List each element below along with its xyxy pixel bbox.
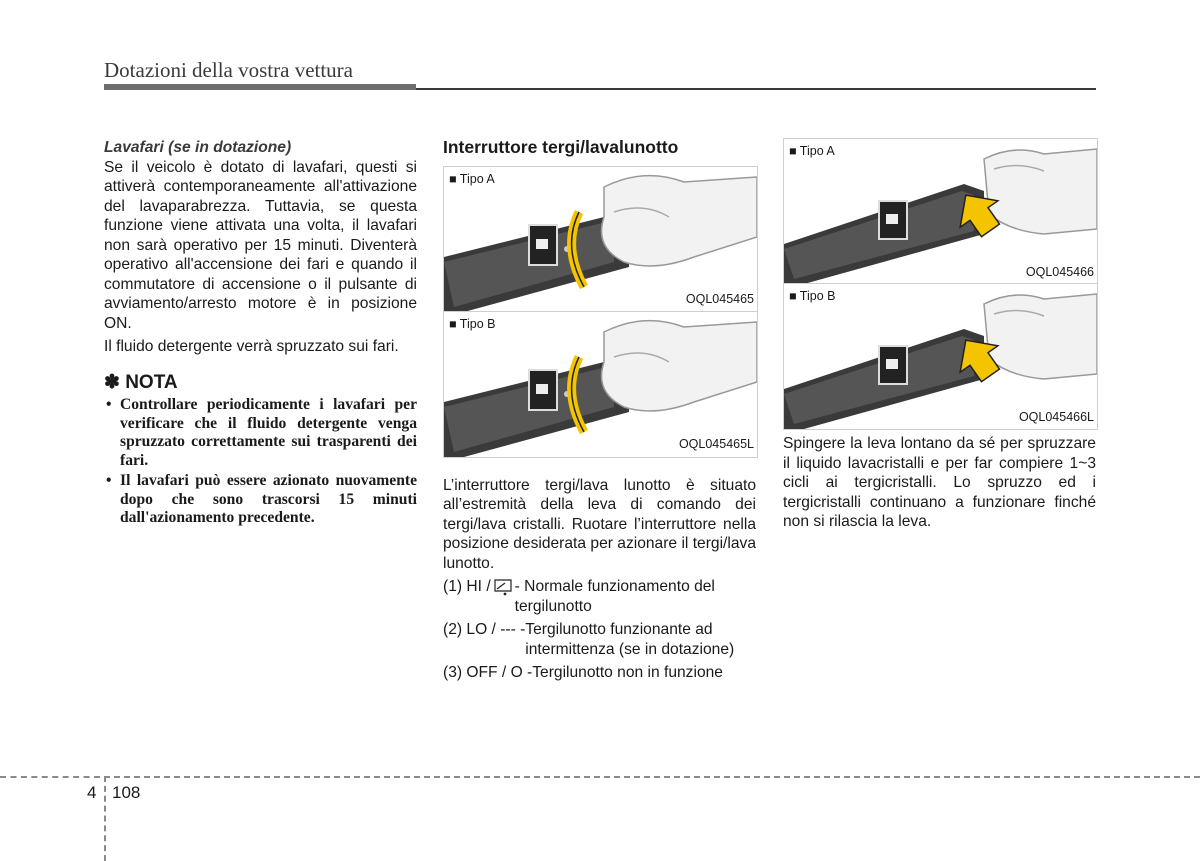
figure-washer-push-type-a bbox=[783, 138, 1098, 285]
figure-rear-wiper-type-b bbox=[443, 311, 758, 458]
list-item-number: (1) HI / bbox=[443, 578, 491, 595]
nota-item: • Il lavafari può essere azionato nuovamente dopo che sono trascorsi 15 minuti dall'azionamento precedente. bbox=[104, 472, 417, 528]
figure-code: OQL045465 bbox=[685, 292, 754, 306]
nota-heading: ✽ NOTA bbox=[104, 371, 178, 393]
footer-dashed-rule bbox=[104, 776, 1200, 778]
list-item-number: (3) OFF / O - bbox=[443, 664, 533, 681]
nota-list bbox=[104, 396, 417, 528]
chapter-number: 4 bbox=[87, 783, 97, 802]
headlamp-washer-paragraph: Se il veicolo è dotato di lavafari, questi si attiverà contemporaneamente all'attivazione del lavaparabrezza. Tuttavia, se questa funzione viene attivata una volta, il lavafari non sarà operativo per 15 minuti. Diventerà operativo all'accensione dei fari e quando il commutatore di accensione o il pulsante di avviamento/arresto motore è in posizione ON. bbox=[104, 158, 417, 332]
washer-fluid-paragraph: Il fluido detergente verrà spruzzato sui fari. bbox=[104, 338, 399, 355]
list-item-text: Tergilunotto funzionante ad intermittenza (se in dotazione) bbox=[525, 621, 735, 658]
figure-code: OQL045465L bbox=[678, 437, 754, 451]
figure-washer-push-type-b bbox=[783, 283, 1098, 430]
right-column bbox=[783, 138, 1096, 532]
figure-code: OQL045466 bbox=[1025, 264, 1094, 279]
figure-rear-wiper-type-a bbox=[443, 166, 758, 313]
left-column bbox=[104, 138, 417, 530]
list-item-number: (2) LO / --- - bbox=[443, 621, 526, 638]
figure-code: OQL045466L bbox=[1018, 409, 1094, 424]
figure-label: ■ Tipo A bbox=[449, 171, 495, 186]
list-item bbox=[443, 577, 756, 616]
list-item-text: Tergilunotto non in funzione bbox=[532, 664, 723, 681]
washer-push-paragraph: Spingere la leva lontano da sé per spruzzare il liquido lavacristalli e per far compiere 1~3 cicli ai tergicristalli. Lo spruzzo ed i tergicristalli continuano a funzionare finché non si rilascia la leva. bbox=[783, 435, 1096, 530]
rear-wiper-section-title: Interruttore tergi/lavalunotto bbox=[443, 137, 679, 157]
rear-wiper-icon bbox=[493, 577, 513, 597]
page-header-title: Dotazioni della vostra vettura bbox=[104, 58, 353, 82]
figure-label: ■ Tipo A bbox=[789, 144, 835, 158]
middle-column bbox=[443, 138, 756, 683]
figure-label: ■ Tipo B bbox=[449, 316, 496, 331]
list-item bbox=[443, 620, 756, 659]
footer-dashed-divider bbox=[104, 776, 106, 861]
header-rule-thick bbox=[104, 84, 416, 90]
header-rule-thin bbox=[416, 88, 1096, 90]
list-item-text: - Normale funzionamento del tergilunotto bbox=[514, 578, 715, 615]
figure-label: ■ Tipo B bbox=[789, 289, 836, 303]
headlamp-washer-subheading: Lavafari (se in dotazione) bbox=[104, 139, 292, 156]
page-number: 108 bbox=[112, 783, 141, 802]
footer-dashed-rule bbox=[0, 776, 100, 778]
list-item bbox=[443, 663, 756, 683]
rear-wiper-paragraph: L’interruttore tergi/lava lunotto è situato all’estremità della leva di comando dei tergi/lava cristalli. Ruotare l’interruttore nella posizione desiderata per azionare il tergi/lava lunotto. bbox=[443, 476, 756, 572]
nota-item: • Controllare periodicamente i lavafari per verificare che il fluido detergente venga spruzzato correttamente sui trasparenti dei fari. bbox=[104, 396, 417, 470]
